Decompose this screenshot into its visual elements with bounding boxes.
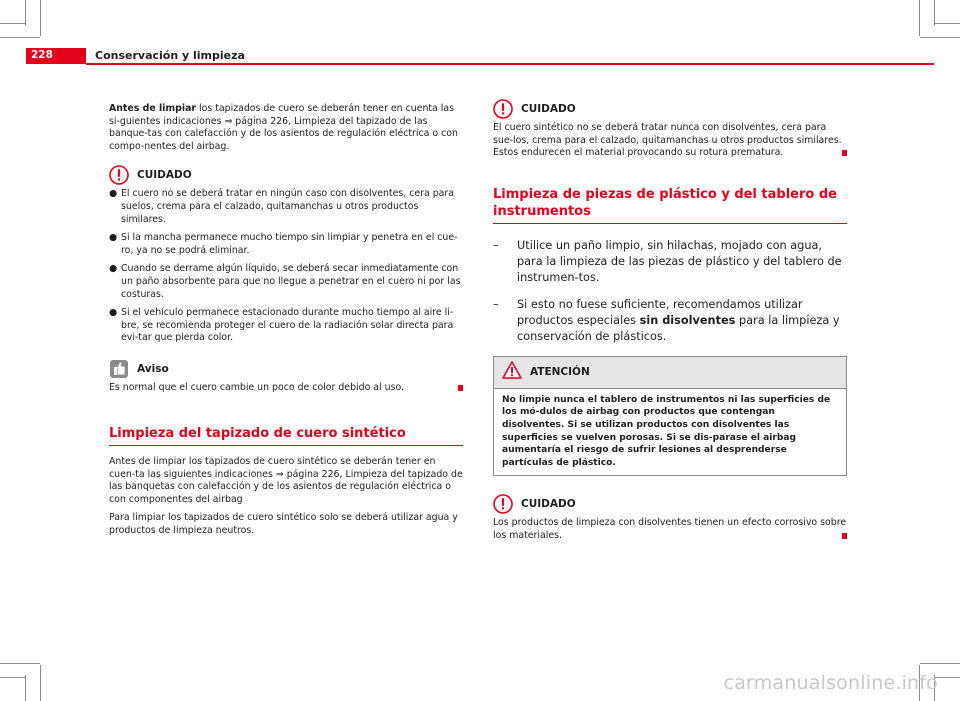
cuidado-title: CUIDADO <box>137 169 192 182</box>
cuidado-text <box>493 122 847 160</box>
bullet-dot: ● <box>109 263 118 275</box>
bullet-dot: ● <box>109 307 118 319</box>
aviso-text <box>109 382 463 395</box>
crop-mark <box>0 677 26 678</box>
list-item <box>109 307 463 345</box>
crop-mark <box>40 0 41 36</box>
atencion-warning-box <box>493 356 847 476</box>
header-rule <box>86 63 934 65</box>
bullet-text: El cuero no se deberá tratar en ningún caso con disolventes, cera para suelos, crema para el calzado, quitamanchas u otros productos similares. <box>121 188 454 225</box>
crop-mark <box>934 0 935 26</box>
aviso-text-content: Es normal que el cuero cambie un poco de color debido al uso. <box>109 381 405 393</box>
exclamation-circle-icon <box>493 494 513 514</box>
list-item <box>109 263 463 301</box>
plastic-section <box>493 186 847 477</box>
cuidado-title: CUIDADO <box>521 498 576 511</box>
list-item <box>109 232 463 257</box>
aviso-header <box>109 359 463 379</box>
list-item <box>493 297 847 345</box>
cuidado-header <box>109 165 463 185</box>
crop-mark <box>934 23 960 24</box>
page-header-title: Conservación y limpieza <box>95 49 245 62</box>
crop-mark <box>0 23 26 24</box>
atencion-text: No limpie nunca el tablero de instrumentos ni las superficies de los mó-dulos de airbag con productos que contengan disolventes. Si se utilizan productos con disolventes las superficies se vuelven porosas. Si se dis-parase el airbag aumentaría el riesgo de sufrir lesiones al desprenderse partículas de plástico. <box>502 394 831 468</box>
intro-bold: Antes de limpiar <box>109 103 197 114</box>
bullet-text: Si el vehículo permanece estacionado durante mucho tiempo al aire li-bre, se recomienda proteger el cuero de la radiación solar directa para evi-tar que pierda color. <box>121 307 454 344</box>
cuidado-title: CUIDADO <box>521 102 576 115</box>
list-item <box>109 188 463 226</box>
synthetic-leather-section <box>109 425 463 538</box>
bullet-text: Cuando se derrame algún líquido, se deberá secar inmediatamente con un paño absorbente para que no llegue a penetrar en el cuero ni por las costuras. <box>121 263 461 300</box>
right-column <box>493 99 847 549</box>
left-column <box>109 103 463 544</box>
list-item <box>493 238 847 286</box>
instruction-text-part: Si esto no fuese suficiente, recomendamos utilizar productos especiales <box>517 298 803 328</box>
instruction-text-part: Utilice un paño limpio, sin hilachas, mojado con agua, para la limpieza de las piezas de plástico y del tablero de instrumen-tos. <box>517 239 842 285</box>
section-paragraph: Antes de limpiar los tapizados de cuero sintético se deberán tener en cuen-ta las siguientes indicaciones ⇒ página 226, Limpieza del tapizado de las banquetas con calefacción y de los asientos de regulación eléctrica o con componentes del airbag <box>109 456 463 505</box>
crop-mark <box>40 665 41 701</box>
cuidado-header <box>493 99 847 119</box>
section-title: Limpieza de piezas de plástico y del tablero de instrumentos <box>493 186 837 219</box>
cuidado-solvent-note <box>493 494 847 542</box>
crop-mark <box>919 0 920 36</box>
dash-marker: – <box>493 239 499 253</box>
end-marker <box>842 150 847 156</box>
aviso-note <box>109 359 463 395</box>
cuidado-text-content: El cuero sintético no se deberá tratar nunca con disolventes, cera para sue-los, crema para el calzado, quitamanchas u otros productos similares. Estos endurecen el material provocando su rotura prematura. <box>493 122 842 159</box>
section-rule <box>109 445 463 447</box>
warning-triangle-icon <box>502 361 522 383</box>
bullet-text: Si la mancha permanece mucho tiempo sin limpiar y penetra en el cue-ro, ya no se podrá eliminar. <box>121 232 458 256</box>
cuidado-text-content: Los productos de limpieza con disolventes tienen un efecto corrosivo sobre los materiales. <box>493 517 847 542</box>
crop-mark <box>25 675 26 701</box>
end-marker <box>842 533 847 539</box>
crop-mark <box>920 37 960 38</box>
section-paragraph: Para limpiar los tapizados de cuero sintético solo se deberá utilizar agua y productos de limpieza neutros. <box>109 512 458 536</box>
bullet-dot: ● <box>109 232 118 244</box>
intro-text: los tapizados de cuero se deberán tener en cuenta las si-guientes indicaciones ⇒ página 226, Limpieza del tapizado de las banque-tas con calefacción y de los asientos de regulación eléctrica o con compo-nentes del airbag. <box>109 103 458 152</box>
crop-mark <box>25 0 26 26</box>
info-hand-icon <box>109 359 129 379</box>
cuidado-leather-note <box>109 165 463 345</box>
exclamation-circle-icon <box>493 99 513 119</box>
instruction-list <box>493 238 847 345</box>
instruction-bold: sin disolventes <box>639 314 736 328</box>
aviso-title: Aviso <box>137 362 169 375</box>
section-rule <box>493 223 847 225</box>
cuidado-text <box>493 517 847 542</box>
crop-mark <box>0 37 40 38</box>
cuidado-synthetic-note <box>493 99 847 160</box>
atencion-header <box>494 357 846 389</box>
section-title: Limpieza del tapizado de cuero sintético <box>109 425 406 441</box>
intro-paragraph <box>109 103 463 153</box>
instruction-text-part: para la limpieza y conservación de plásticos. <box>517 314 840 344</box>
end-marker <box>458 385 463 391</box>
crop-mark <box>920 663 960 664</box>
instruction-text <box>517 238 847 286</box>
cuidado-header <box>493 494 847 514</box>
bullet-dot: ● <box>109 188 118 200</box>
instruction-text <box>517 297 847 345</box>
exclamation-circle-icon <box>109 165 129 185</box>
dash-marker: – <box>493 298 499 312</box>
page-number: 228 <box>31 49 53 61</box>
watermark: carmanualsonline.info <box>723 672 938 694</box>
atencion-title: ATENCIÓN <box>530 365 590 378</box>
crop-mark <box>0 663 40 664</box>
